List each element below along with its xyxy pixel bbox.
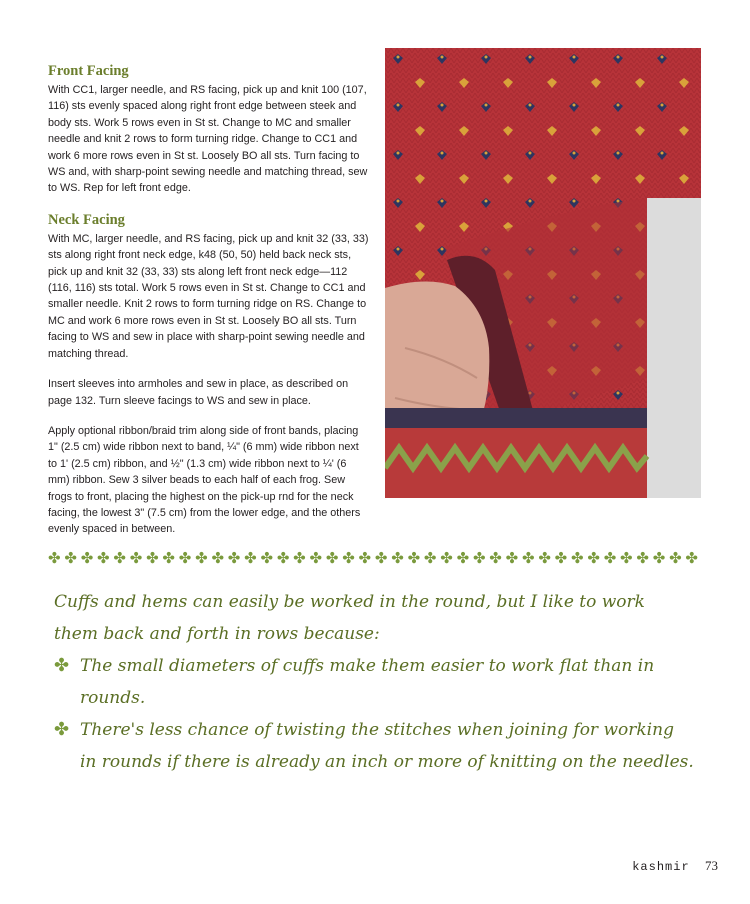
ornament-icon: ✤ [178, 548, 192, 567]
ornament-icon: ✤ [309, 548, 323, 567]
ornament-icon: ✤ [113, 548, 126, 567]
ornament-icon: ✤ [260, 548, 274, 567]
callout-bullet-text: There's less chance of twisting the stitches when joining for working in rounds if there is already an inch or more of knitting on the needles. [80, 720, 694, 772]
instructions-column [48, 62, 370, 552]
ornament-icon: ✤ [227, 548, 241, 567]
sleeves-paragraph: Insert sleeves into armholes and sew in place, as described on page 132. Turn sleeve facings to WS and sew in place. [48, 378, 349, 407]
bullet-ornament-icon: ✤ [54, 719, 70, 740]
running-head: kashmir [632, 860, 690, 874]
callout-bullet-text: The small diameters of cuffs make them easier to work flat than in rounds. [80, 656, 655, 708]
neck-facing-text: With MC, larger needle, and RS facing, pick up and knit 32 (33, 33) sts along right front neck edge, k48 (50, 50) held back neck sts, pick up and knit 32 (33, 33) sts along left front neck edge—112 (116, 116) sts total. Work 5 rows even in St st. Change to CC1 and smaller needle. Knit 2 rows to form turning ridge on RS. Change to MC and work 6 more rows even in St st. Loosely BO all sts. Turn facing to WS and sew in place with sharp-point sewing needle and matching thread. [48, 232, 369, 360]
neck-facing-heading: Neck Facing [48, 211, 125, 228]
ornament-icon: ✤ [603, 548, 617, 567]
front-facing-heading: Front Facing [48, 63, 129, 79]
ornament-icon: ✤ [195, 548, 208, 567]
ornament-icon: ✤ [293, 548, 306, 567]
ornament-icon: ✤ [521, 548, 535, 567]
ornament-icon: ✤ [64, 548, 77, 567]
ornament-icon: ✤ [276, 548, 290, 567]
sweater-photo [385, 48, 701, 498]
ornament-icon: ✤ [374, 548, 388, 567]
trim-paragraph: Apply optional ribbon/braid trim along side of front bands, placing 1" (2.5 cm) wide ribbon next to band, ¼" (6 mm) wide ribbon next to 1' (2.5 cm) ribbon, and ½" (1.3 cm) wide ribbon next to ¼' (6 mm) ribbon. Sew 3 silver beads to each half of each frog. Sew frogs to front, placing the highest on the pick-up rnd for the neck facing, the lowest 3" (7.5 cm) from the lower edge, and the others evenly spaced in between. [48, 424, 361, 536]
ornament-icon: ✤ [489, 548, 502, 567]
ornament-icon: ✤ [244, 548, 257, 567]
callout-bullet [54, 714, 694, 778]
ornament-icon: ✤ [407, 548, 421, 567]
page-number: 73 [705, 858, 718, 873]
ornament-icon: ✤ [146, 548, 159, 567]
front-facing-text: With CC1, larger needle, and RS facing, pick up and knit 100 (107, 116) sts evenly spaced along right front edge between steek and body sts. Work 5 rows even in St st. Change to MC and smaller needle and knit 2 rows to form turning ridge. Change to CC1 and work 6 more rows even in St st. Loosely BO all sts. Turn facing to WS and, with sharp-point sewing needle and matching thread, sew to WS. Rep for left front edge. [48, 84, 368, 195]
bullet-ornament-icon: ✤ [54, 655, 70, 676]
ornament-icon: ✤ [554, 548, 568, 567]
ornament-icon: ✤ [48, 548, 61, 567]
ornament-icon: ✤ [652, 548, 666, 567]
ornament-icon: ✤ [162, 548, 175, 567]
ornament-icon: ✤ [391, 548, 404, 567]
ornament-icon: ✤ [211, 548, 225, 567]
callout-bullet [54, 650, 694, 714]
ornament-icon: ✤ [423, 548, 437, 567]
callout-intro: Cuffs and hems can easily be worked in the round, but I like to work them back and forth in rows because: [54, 592, 645, 644]
ornament-icon: ✤ [505, 548, 519, 567]
ornament-icon: ✤ [325, 548, 339, 567]
ornament-icon: ✤ [358, 548, 372, 567]
ornament-icon: ✤ [472, 548, 486, 567]
ornament-icon: ✤ [342, 548, 355, 567]
ornament-icon: ✤ [97, 548, 110, 567]
ornament-icon: ✤ [571, 548, 584, 567]
ornament-divider [48, 547, 698, 569]
ornament-icon: ✤ [538, 548, 551, 567]
sidebar-callout [54, 586, 694, 778]
ornament-icon: ✤ [456, 548, 470, 567]
ornament-icon: ✤ [620, 548, 633, 567]
page-footer [632, 858, 718, 874]
ornament-icon: ✤ [587, 548, 600, 567]
ornament-icon: ✤ [129, 548, 143, 567]
ornament-icon: ✤ [685, 548, 698, 567]
ornament-icon: ✤ [80, 548, 94, 567]
ornament-icon: ✤ [636, 548, 649, 567]
ornament-icon: ✤ [669, 548, 682, 567]
ornament-icon: ✤ [440, 548, 453, 567]
